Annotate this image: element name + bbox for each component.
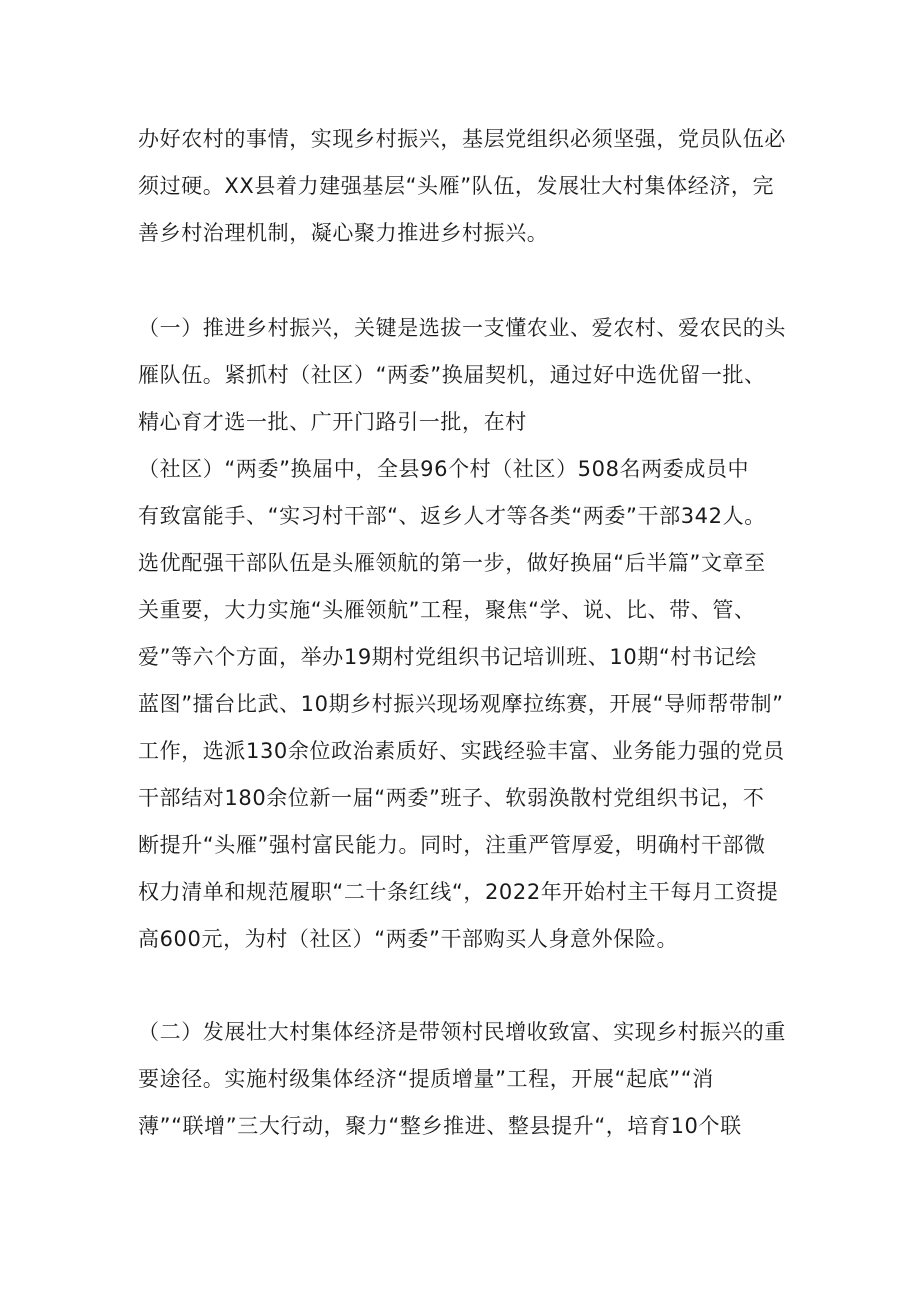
text-line: 有致富能手、“实习村干部“、返乡人才等各类“两委”干部342人。 [138, 504, 766, 528]
text-line: 高600元，为村（社区）“两委”干部购买人身意外保险。 [138, 927, 679, 951]
text-line: （社区）“两委”换届中，全县96个村（社区）508名两委成员中 [138, 457, 750, 481]
text-line: （一）推进乡村振兴，关键是选拔一支懂农业、爱农村、爱农民的头 [138, 316, 786, 340]
text-line: 选优配强干部队伍是头雁领航的第一步，做好换届“后半篇”文章至 [138, 551, 766, 575]
text-line: 工作，选派130余位政治素质好、实践经验丰富、业务能力强的党员 [138, 739, 785, 763]
text-line: 薄”“联增”三大行动，聚力“整乡推进、整县提升“，培育10个联 [138, 1114, 742, 1138]
text-line: 断提升“头雁”强村富民能力。同时，注重严管厚爱，明确村干部微 [138, 833, 766, 857]
text-line: 干部结对180余位新一届“两委”班子、软弱涣散村党组织书记，不 [138, 786, 765, 810]
text-line: 蓝图”擂台比武、10期乡村振兴现场观摩拉练赛，开展“导师帮带制” [138, 692, 784, 716]
text-line: 爱”等六个方面，举办19期村党组织书记培训班、10期“村书记绘 [138, 645, 757, 669]
text-line: 须过硬。XX县着力建强基层“头雁”队伍，发展壮大村集体经济，完 [138, 174, 775, 198]
text-line: 雁队伍。紧抓村（社区）“两委”换届契机，通过好中选优留一批、 [138, 363, 766, 387]
text-line: 精心育才选一批、广开门路引一批，在村 [138, 410, 527, 434]
text-line: 要途径。实施村级集体经济“提质增量”工程，开展“起底”“消 [138, 1067, 714, 1091]
text-line: （二）发展壮大村集体经济是带领村民增收致富、实现乡村振兴的重 [138, 1020, 786, 1044]
text-line: 权力清单和规范履职“二十条红线“，2022年开始村主干每月工资提 [138, 880, 779, 904]
text-line: 关重要，大力实施“头雁领航”工程，聚焦“学、说、比、带、管、 [138, 598, 756, 622]
text-line: 办好农村的事情，实现乡村振兴，基层党组织必须坚强，党员队伍必 [138, 127, 786, 151]
text-line: 善乡村治理机制，凝心聚力推进乡村振兴。 [138, 221, 549, 245]
